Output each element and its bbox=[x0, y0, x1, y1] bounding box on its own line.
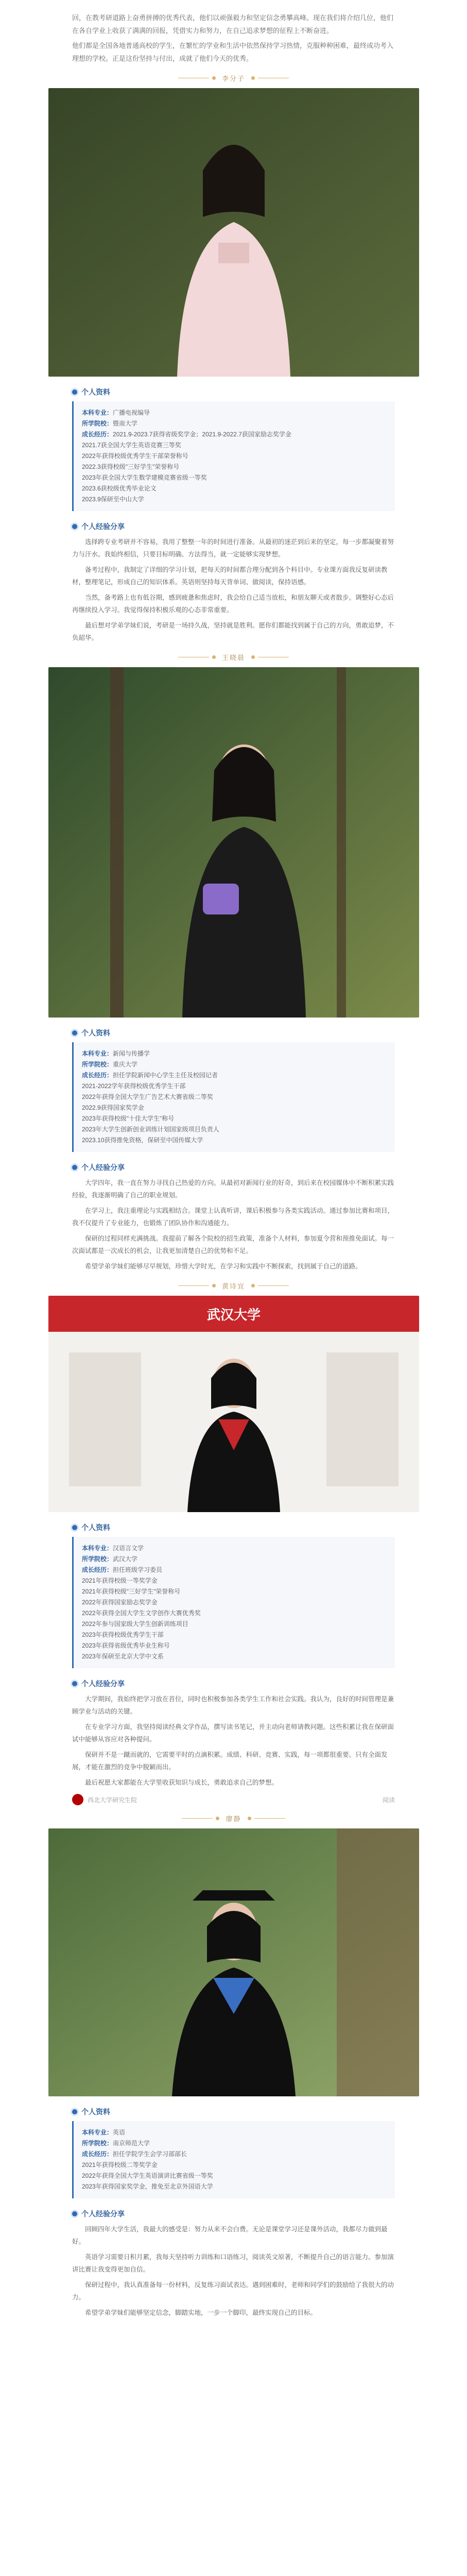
badge-dot bbox=[216, 1817, 219, 1820]
badge-line bbox=[182, 1818, 213, 1819]
profile-card bbox=[72, 401, 395, 511]
profile-row: 2023年获得校级优秀学生干部 bbox=[82, 1631, 164, 1638]
profile-row: 成长经历：担任学院新闻中心学生主任及校园记者 bbox=[82, 1072, 218, 1079]
profile-row: 2023年获全国大学生数学建模竞赛省级一等奖 bbox=[82, 474, 207, 481]
profile-row: 2021年获得校级一等奖学金 bbox=[82, 1577, 158, 1584]
intro-paragraph: 回，在教考研道路上奋勇拼搏的优秀代表，他们以顽强毅力和坚定信念勇攀高峰。现在我们将介绍几位，他们在各自学业上收获了满满的回报，凭借实力和努力，在自己追求梦想的征程上不断奋进。 bbox=[72, 14, 394, 35]
essay-body bbox=[72, 2223, 395, 2319]
profile-row: 2022.3获得校级"三好学生"荣誉称号 bbox=[82, 463, 180, 470]
profile-row: 本科专业：新闻与传播学 bbox=[82, 1050, 150, 1057]
profile-card bbox=[72, 1537, 395, 1668]
profile-header bbox=[72, 387, 395, 397]
section-marker-icon bbox=[72, 1030, 77, 1036]
profile-row: 本科专业：汉语言文学 bbox=[82, 1545, 144, 1552]
essay-paragraph: 回顾四年大学生活，我最大的感受是：努力从来不会白费。无论是课堂学习还是课外活动，我都尽力做到最好。 bbox=[72, 2226, 388, 2245]
student-name-badge bbox=[0, 1281, 467, 1291]
section-title: 个人资料 bbox=[81, 2108, 110, 2116]
profile-row: 成长经历：担任班级学习委员 bbox=[82, 1566, 163, 1573]
section-marker-icon bbox=[72, 1165, 77, 1170]
student-photo bbox=[48, 1296, 419, 1512]
essay-paragraph: 在学习上，我注重理论与实践相结合。课堂上认真听讲，课后积极参与各类实践活动。通过参加比赛和项目，我不仅提升了专业能力，也锻炼了团队协作和沟通能力。 bbox=[72, 1207, 394, 1227]
university-logo-icon bbox=[72, 1794, 83, 1805]
student-photo bbox=[48, 667, 419, 1018]
essay-paragraph: 在专业学习方面，我坚持阅读经典文学作品，撰写读书笔记，并主动向老师请教问题。这些积累让我在保研面试中能够从容应对各种提问。 bbox=[72, 1723, 394, 1743]
section-marker-icon bbox=[72, 389, 77, 395]
section-title: 个人资料 bbox=[81, 1523, 110, 1532]
student-name: 黄诗宜 bbox=[221, 1282, 245, 1290]
section-title: 个人经验分享 bbox=[81, 2210, 125, 2218]
student-name: 李分子 bbox=[221, 75, 245, 82]
essay-body bbox=[72, 1693, 395, 1789]
essay-paragraph: 当然，备考路上也有低谷期，感到疲惫和焦虑时，我会给自己适当放松，和朋友聊天或者散步。调整好心态后再继续投入学习。我觉得保持积极乐观的心态非常重要。 bbox=[72, 594, 394, 614]
profile-row: 2022.9获得国家奖学金 bbox=[82, 1104, 144, 1111]
badge-dot bbox=[251, 655, 255, 659]
sign-left bbox=[72, 1794, 137, 1805]
profile-row: 2023.9保研至中山大学 bbox=[82, 496, 144, 503]
section-title: 个人经验分享 bbox=[81, 522, 125, 531]
read-link[interactable]: 阅读 bbox=[382, 1796, 395, 1804]
section-marker-icon bbox=[72, 524, 77, 529]
student-name-badge bbox=[0, 652, 467, 662]
section-marker-icon bbox=[72, 1525, 77, 1530]
profile-row: 所学院校：重庆大学 bbox=[82, 1061, 138, 1068]
profile-row: 2022年获得国家励志奖学金 bbox=[82, 1599, 158, 1606]
badge-line bbox=[178, 1285, 209, 1286]
badge-dot bbox=[212, 76, 216, 80]
profile-card bbox=[72, 1042, 395, 1152]
profile-row: 所学院校：南京师范大学 bbox=[82, 2140, 150, 2147]
essay-header bbox=[72, 521, 395, 532]
essay-header bbox=[72, 1162, 395, 1173]
student-photo bbox=[48, 88, 419, 377]
badge-line bbox=[258, 1285, 289, 1286]
profile-row: 本科专业：广播电视编导 bbox=[82, 409, 150, 416]
essay-paragraph: 保研过程中，我认真准备每一份材料，反复练习面试表达。遇到困难时，老师和同学们的鼓励给了我很大的动力。 bbox=[72, 2281, 394, 2301]
profile-row: 本科专业：英语 bbox=[82, 2129, 126, 2136]
profile-row: 成长经历：担任学院学生会学习部部长 bbox=[82, 2150, 187, 2158]
section-title: 个人经验分享 bbox=[81, 1163, 125, 1172]
profile-row: 2023年大学生创新创业训练计划国家级项目负责人 bbox=[82, 1126, 219, 1133]
profile-row: 2023年保研至北京大学中文系 bbox=[82, 1653, 164, 1660]
profile-row: 2021年获得校级二等奖学金 bbox=[82, 2161, 158, 2168]
student-name: 廖静 bbox=[226, 1815, 241, 1823]
banner-text: 武汉大学 bbox=[206, 1307, 261, 1323]
profile-row: 2022年参与国家级大学生创新训练项目 bbox=[82, 1620, 188, 1628]
section-title: 个人资料 bbox=[81, 388, 110, 396]
section-marker-icon bbox=[72, 1681, 77, 1686]
essay-body bbox=[72, 536, 395, 644]
essay-paragraph: 英语学习需要日积月累，我每天坚持听力训练和口语练习，阅读英文原著，不断提升自己的语言能力。参加演讲比赛让我变得更加自信。 bbox=[72, 2253, 394, 2273]
student-photo bbox=[48, 1828, 419, 2096]
student-name: 王晓晨 bbox=[221, 654, 245, 662]
section-title: 个人资料 bbox=[81, 1029, 110, 1037]
profile-header bbox=[72, 1522, 395, 1533]
badge-dot bbox=[251, 1284, 255, 1287]
profile-row: 2022年获得全国大学生英语演讲比赛省级一等奖 bbox=[82, 2172, 213, 2179]
profile-row: 2023年获得校级"十佳大学生"称号 bbox=[82, 1115, 175, 1122]
profile-row: 成长经历：2021.9-2023.7获得省级奖学金；2021.9-2022.7获国家励志奖学金 bbox=[82, 431, 291, 438]
profile-row: 2023.10获得推免资格，保研至中国传媒大学 bbox=[82, 1137, 203, 1144]
profile-row: 2023年获得国家奖学金，推免至北京外国语大学 bbox=[82, 2183, 213, 2190]
profile-row: 2022年获得校级优秀学生干部荣誉称号 bbox=[82, 452, 188, 460]
profile-row: 2023年获得省级优秀毕业生称号 bbox=[82, 1642, 170, 1649]
essay-paragraph: 希望学弟学妹们能够坚定信念，脚踏实地，一步一个脚印，最终实现自己的目标。 bbox=[85, 2309, 317, 2316]
essay-header bbox=[72, 2209, 395, 2219]
profile-row: 2022年获得全国大学生文学创作大赛优秀奖 bbox=[82, 1609, 201, 1617]
profile-header bbox=[72, 1028, 395, 1038]
profile-card bbox=[72, 2121, 395, 2198]
intro-section bbox=[0, 0, 467, 65]
sign-row bbox=[72, 1794, 395, 1805]
essay-paragraph: 保研并不是一蹴而就的，它需要平时的点滴积累。成绩、科研、竞赛、实践，每一项都很重要。只有全面发展，才能在激烈的竞争中脱颖而出。 bbox=[72, 1751, 388, 1771]
badge-dot bbox=[212, 655, 216, 659]
sign-left-text: 西北大学研究生院 bbox=[88, 1796, 137, 1804]
section-title: 个人经验分享 bbox=[81, 1680, 125, 1688]
student-name-badge bbox=[0, 73, 467, 83]
profile-row: 2021年获得校级"三好学生"荣誉称号 bbox=[82, 1588, 181, 1595]
profile-row: 所学院校：武汉大学 bbox=[82, 1555, 138, 1563]
essay-paragraph: 大学四年，我一直在努力寻找自己热爱的方向。从最初对新闻行业的好奇，到后来在校园媒体中不断积累实践经验，我逐渐明确了自己的职业规划。 bbox=[72, 1179, 394, 1199]
intro-paragraph: 他们都是全国各地普通高校的学生，在繁忙的学业和生活中依然保持学习热情，克服种种困难，最终成功考入理想的学校。正是这份坚持与付出，成就了他们今天的优秀。 bbox=[72, 42, 394, 62]
badge-line bbox=[254, 1818, 285, 1819]
essay-body bbox=[72, 1177, 395, 1273]
profile-row: 所学院校：暨南大学 bbox=[82, 420, 138, 427]
essay-paragraph: 选择跨专业考研并不容易，我用了整整一年的时间进行准备。从最初的迷茫到后来的坚定，每一步都凝聚着努力与汗水。我始终相信，只要目标明确、方法得当，就一定能够实现梦想。 bbox=[72, 538, 394, 558]
profile-row: 2021-2022学年获得校级优秀学生干部 bbox=[82, 1082, 186, 1090]
badge-dot bbox=[248, 1817, 251, 1820]
essay-header bbox=[72, 1679, 395, 1689]
essay-paragraph: 备考过程中，我制定了详细的学习计划，把每天的时间都合理分配到各个科目中。专业课方面我反复研读教材，整理笔记，形成自己的知识体系。英语则坚持每天背单词、做阅读，保持语感。 bbox=[72, 566, 388, 586]
profile-row: 2022年获得全国大学生广告艺术大赛省级二等奖 bbox=[82, 1093, 213, 1100]
essay-paragraph: 最后祝愿大家都能在大学里收获知识与成长，勇敢追求自己的梦想。 bbox=[85, 1779, 279, 1786]
essay-paragraph: 最后想对学弟学妹们说，考研是一场持久战，坚持就是胜利。愿你们都能找到属于自己的方向，勇敢追梦，不负韶华。 bbox=[72, 622, 394, 641]
essay-paragraph: 保研的过程同样充满挑战。我提前了解各个院校的招生政策，准备个人材料，参加夏令营和预推免面试。每一次面试都是一次成长的机会，让我更加清楚自己的优势和不足。 bbox=[72, 1235, 394, 1255]
section-marker-icon bbox=[72, 2109, 77, 2114]
essay-paragraph: 大学期间，我始终把学习放在首位，同时也积极参加各类学生工作和社会实践。我认为，良好的时间管理是兼顾学业与活动的关键。 bbox=[72, 1696, 394, 1715]
section-marker-icon bbox=[72, 2211, 77, 2216]
badge-dot bbox=[251, 76, 255, 80]
badge-dot bbox=[212, 1284, 216, 1287]
student-name-badge bbox=[0, 1814, 467, 1823]
essay-paragraph: 希望学弟学妹们能够尽早规划，珍惜大学时光，在学习和实践中不断探索，找到属于自己的道路。 bbox=[85, 1263, 362, 1270]
profile-row: 2023.6获校级优秀毕业论文 bbox=[82, 485, 157, 492]
profile-row: 2021.7获全国大学生英语竞赛三等奖 bbox=[82, 442, 181, 449]
profile-header bbox=[72, 2107, 395, 2117]
